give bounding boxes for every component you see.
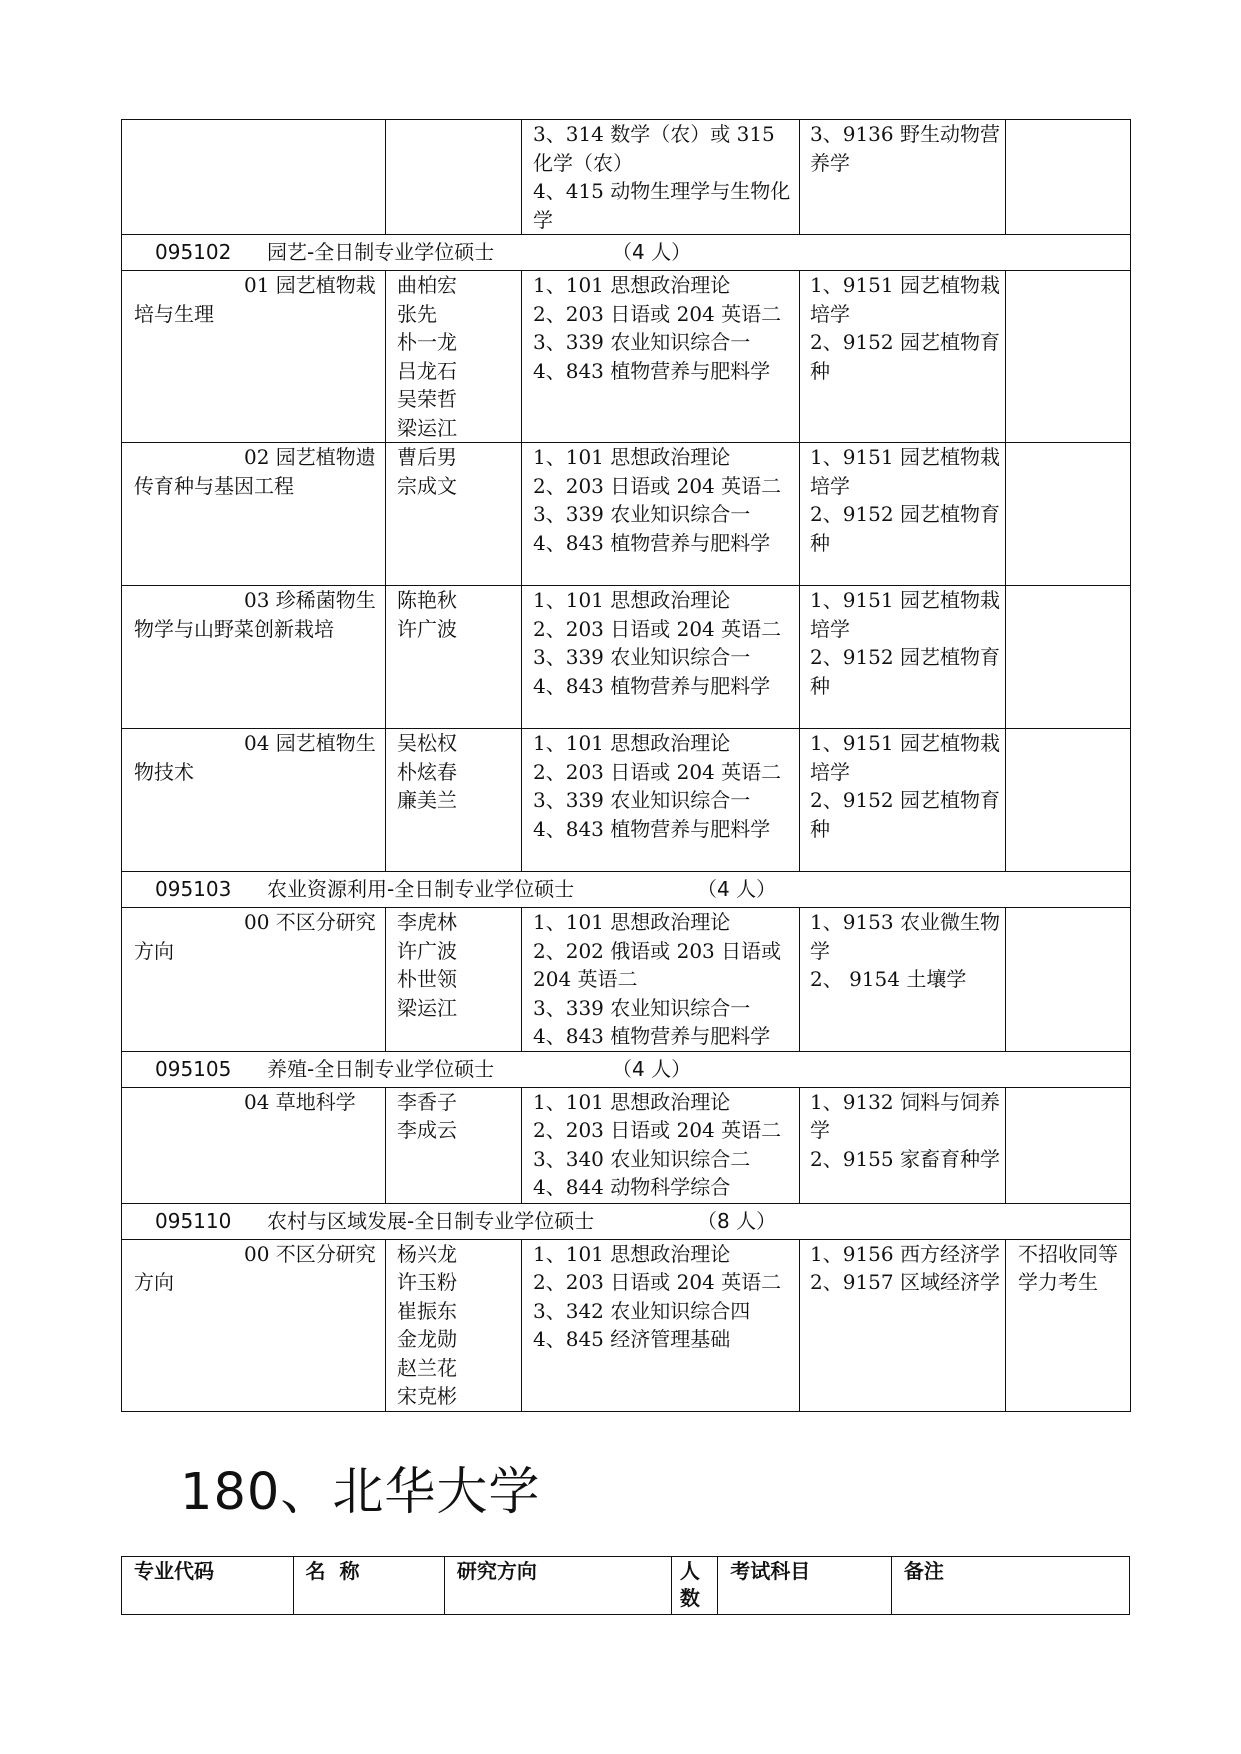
section-name: 园艺-全日制专业学位硕士 <box>267 240 495 265</box>
exam-subject: 2、202 俄语或 203 日语或 204 英语二 <box>533 938 782 991</box>
supervisor-name: 许玉粉 <box>397 1270 457 1294</box>
header-name: 名 称 <box>293 1557 444 1615</box>
exam-subject: 4、845 经济管理基础 <box>533 1327 731 1351</box>
supervisor-name: 李虎林 <box>397 910 457 934</box>
retest-subject: 1、9156 西方经济学 <box>810 1241 1000 1266</box>
note-cell <box>1006 443 1131 586</box>
note-cell <box>1006 908 1131 1052</box>
direction-cell <box>122 586 386 729</box>
exam-subjects-cell <box>522 729 800 872</box>
direction-cell <box>122 1239 386 1411</box>
exam-subject: 1、101 思想政治理论 <box>533 445 731 469</box>
section-header-row <box>122 235 1131 271</box>
exam-subject: 3、314 数学（农）或 315 化学（农） <box>533 122 775 175</box>
retest-subject: 1、9153 农业微生物学 <box>810 910 1000 963</box>
exam-subject: 1、101 思想政治理论 <box>533 588 731 612</box>
supervisor-cell <box>386 586 522 729</box>
supervisor-name: 崔振东 <box>397 1298 457 1323</box>
supervisor-name: 吴荣哲 <box>397 387 457 411</box>
header-note: 备注 <box>891 1557 1129 1615</box>
supervisor-cell <box>386 729 522 872</box>
exam-subject: 1、101 思想政治理论 <box>533 910 731 934</box>
section-header-cell <box>122 1051 1131 1087</box>
exam-subject: 1、101 思想政治理论 <box>533 1089 731 1114</box>
section-code: 095105 <box>155 1056 232 1081</box>
table-row-continued <box>122 120 1131 235</box>
direction-cell <box>122 271 386 443</box>
supervisor-name: 梁运江 <box>397 995 457 1020</box>
exam-subject: 2、203 日语或 204 英语二 <box>533 1270 782 1294</box>
section-count: （8 人） <box>697 1208 777 1233</box>
retest-subject: 1、9151 园艺植物栽培学 <box>810 588 1000 641</box>
header-code: 专业代码 <box>122 1557 294 1615</box>
supervisor-name: 张先 <box>397 301 437 326</box>
university-header-table <box>121 1556 1130 1615</box>
research-direction: 00 不区分研究方向 <box>134 1241 376 1294</box>
supervisor-name: 朴世领 <box>397 967 457 991</box>
retest-subject: 1、9132 饲料与饲养学 <box>810 1089 1000 1142</box>
supervisor-name: 李成云 <box>397 1118 457 1142</box>
exam-subject: 4、843 植物营养与肥料学 <box>533 673 771 698</box>
supervisor-name: 梁运江 <box>397 415 457 440</box>
research-direction: 04 园艺植物生物技术 <box>134 731 376 784</box>
section-header-row <box>122 1203 1131 1239</box>
exam-subjects-cell <box>522 271 800 443</box>
table-row <box>122 729 1131 872</box>
direction-cell <box>122 729 386 872</box>
supervisor-name: 李香子 <box>397 1089 457 1114</box>
retest-subject: 2、9157 区域经济学 <box>810 1270 1000 1294</box>
supervisor-name: 杨兴龙 <box>397 1241 457 1266</box>
supervisor-name: 宋克彬 <box>397 1384 457 1408</box>
retest-subject: 1、9151 园艺植物栽培学 <box>810 445 1000 498</box>
supervisor-cell <box>386 271 522 443</box>
retest-subjects-cell <box>800 120 1006 235</box>
section-header-cell <box>122 235 1131 271</box>
research-direction: 00 不区分研究方向 <box>134 910 376 963</box>
section-code: 095110 <box>155 1208 232 1233</box>
section-name: 农村与区域发展-全日制专业学位硕士 <box>267 1208 595 1233</box>
research-direction: 01 园艺植物栽培与生理 <box>134 273 376 326</box>
table-row <box>122 1087 1131 1203</box>
exam-subject: 2、203 日语或 204 英语二 <box>533 473 782 498</box>
direction-cell <box>122 908 386 1052</box>
supervisor-name: 陈艳秋 <box>397 588 457 612</box>
university-title: 180、北华大学 <box>180 1463 541 1522</box>
supervisor-cell <box>386 443 522 586</box>
retest-subjects-cell <box>800 729 1006 872</box>
section-header-cell <box>122 1203 1131 1239</box>
retest-subjects-cell <box>800 586 1006 729</box>
retest-subject: 2、9152 园艺植物育种 <box>810 645 1000 698</box>
exam-subject: 3、339 农业知识综合一 <box>533 995 751 1020</box>
exam-subject: 2、203 日语或 204 英语二 <box>533 759 782 784</box>
section-count: （4 人） <box>612 1056 692 1081</box>
exam-subject: 3、339 农业知识综合一 <box>533 330 751 354</box>
note-text: 不招收同等学力考生 <box>1018 1241 1118 1294</box>
retest-subject: 1、9151 园艺植物栽培学 <box>810 273 1000 326</box>
exam-subject: 3、339 农业知识综合一 <box>533 502 751 526</box>
retest-subjects-cell <box>800 443 1006 586</box>
section-code: 095102 <box>155 240 232 265</box>
research-direction: 02 园艺植物遗传育种与基因工程 <box>134 445 376 498</box>
retest-subject: 2、 9154 土壤学 <box>810 967 967 991</box>
section-name: 农业资源利用-全日制专业学位硕士 <box>267 877 575 902</box>
exam-subject: 3、342 农业知识综合四 <box>533 1298 751 1323</box>
supervisor-name: 金龙勋 <box>397 1327 457 1351</box>
retest-subject: 2、9155 家畜育种学 <box>810 1146 1000 1171</box>
supervisor-name: 吴松权 <box>397 731 457 755</box>
supervisor-name: 曲柏宏 <box>397 273 457 297</box>
supervisor-cell <box>386 1239 522 1411</box>
supervisor-cell <box>386 1087 522 1203</box>
exam-subject: 4、843 植物营养与肥料学 <box>533 1024 771 1048</box>
exam-subject: 4、843 植物营养与肥料学 <box>533 530 771 555</box>
exam-subject: 3、340 农业知识综合二 <box>533 1146 751 1171</box>
exam-subjects-cell <box>522 1087 800 1203</box>
exam-subject: 4、844 动物科学综合 <box>533 1175 731 1199</box>
exam-subject: 4、843 植物营养与肥料学 <box>533 358 771 383</box>
header-exam: 考试科目 <box>718 1557 892 1615</box>
retest-subject: 2、9152 园艺植物育种 <box>810 788 1000 841</box>
section-count: （4 人） <box>697 877 777 902</box>
table-row <box>122 271 1131 443</box>
supervisor-name: 宗成文 <box>397 473 457 498</box>
retest-subjects-cell <box>800 1239 1006 1411</box>
section-header-row <box>122 872 1131 908</box>
exam-subject: 1、101 思想政治理论 <box>533 273 731 297</box>
supervisor-cell <box>386 120 522 235</box>
exam-subject: 2、203 日语或 204 英语二 <box>533 616 782 641</box>
exam-subject: 4、415 动物生理学与生物化学 <box>533 179 791 232</box>
retest-subject: 1、9151 园艺植物栽培学 <box>810 731 1000 784</box>
note-cell <box>1006 729 1131 872</box>
retest-subject: 3、9136 野生动物营养学 <box>810 122 1000 175</box>
section-name: 养殖-全日制专业学位硕士 <box>267 1056 495 1081</box>
section-code: 095103 <box>155 877 232 902</box>
section-header-row <box>122 1051 1131 1087</box>
note-cell <box>1006 120 1131 235</box>
supervisor-name: 吕龙石 <box>397 358 457 383</box>
table-row <box>122 908 1131 1052</box>
direction-cell <box>122 1087 386 1203</box>
admissions-table-body <box>122 120 1131 1412</box>
exam-subject: 4、843 植物营养与肥料学 <box>533 816 771 841</box>
exam-subjects-cell <box>522 443 800 586</box>
exam-subject: 2、203 日语或 204 英语二 <box>533 1118 782 1142</box>
admissions-table <box>121 119 1131 1412</box>
retest-subjects-cell <box>800 271 1006 443</box>
exam-subjects-cell <box>522 908 800 1052</box>
exam-subject: 2、203 日语或 204 英语二 <box>533 301 782 326</box>
header-row <box>122 1557 1130 1615</box>
retest-subject: 2、9152 园艺植物育种 <box>810 502 1000 555</box>
supervisor-cell <box>386 908 522 1052</box>
exam-subjects-cell <box>522 1239 800 1411</box>
exam-subjects-cell <box>522 586 800 729</box>
supervisor-name: 朴一龙 <box>397 330 457 354</box>
research-direction: 03 珍稀菌物生物学与山野菜创新栽培 <box>134 588 376 641</box>
note-cell <box>1006 1239 1131 1411</box>
table-row <box>122 443 1131 586</box>
supervisor-name: 廉美兰 <box>397 788 457 812</box>
exam-subject: 3、339 农业知识综合一 <box>533 788 751 812</box>
retest-subject: 2、9152 园艺植物育种 <box>810 330 1000 383</box>
exam-subject: 3、339 农业知识综合一 <box>533 645 751 669</box>
note-cell <box>1006 1087 1131 1203</box>
supervisor-name: 赵兰花 <box>397 1355 457 1380</box>
retest-subjects-cell <box>800 908 1006 1052</box>
exam-subject: 1、101 思想政治理论 <box>533 731 731 755</box>
retest-subjects-cell <box>800 1087 1006 1203</box>
table-row <box>122 586 1131 729</box>
supervisor-name: 许广波 <box>397 616 457 641</box>
table-row <box>122 1239 1131 1411</box>
supervisor-name: 朴炫春 <box>397 759 457 784</box>
direction-cell <box>122 120 386 235</box>
exam-subject: 1、101 思想政治理论 <box>533 1241 731 1266</box>
header-direction: 研究方向 <box>444 1557 671 1615</box>
supervisor-name: 曹后男 <box>397 445 457 469</box>
note-cell <box>1006 586 1131 729</box>
header-count: 人数 <box>671 1557 717 1615</box>
exam-subjects-cell <box>522 120 800 235</box>
direction-cell <box>122 443 386 586</box>
note-cell <box>1006 271 1131 443</box>
supervisor-name: 许广波 <box>397 938 457 963</box>
section-header-cell <box>122 872 1131 908</box>
research-direction: 04 草地科学 <box>244 1089 356 1114</box>
section-count: （4 人） <box>612 240 692 265</box>
